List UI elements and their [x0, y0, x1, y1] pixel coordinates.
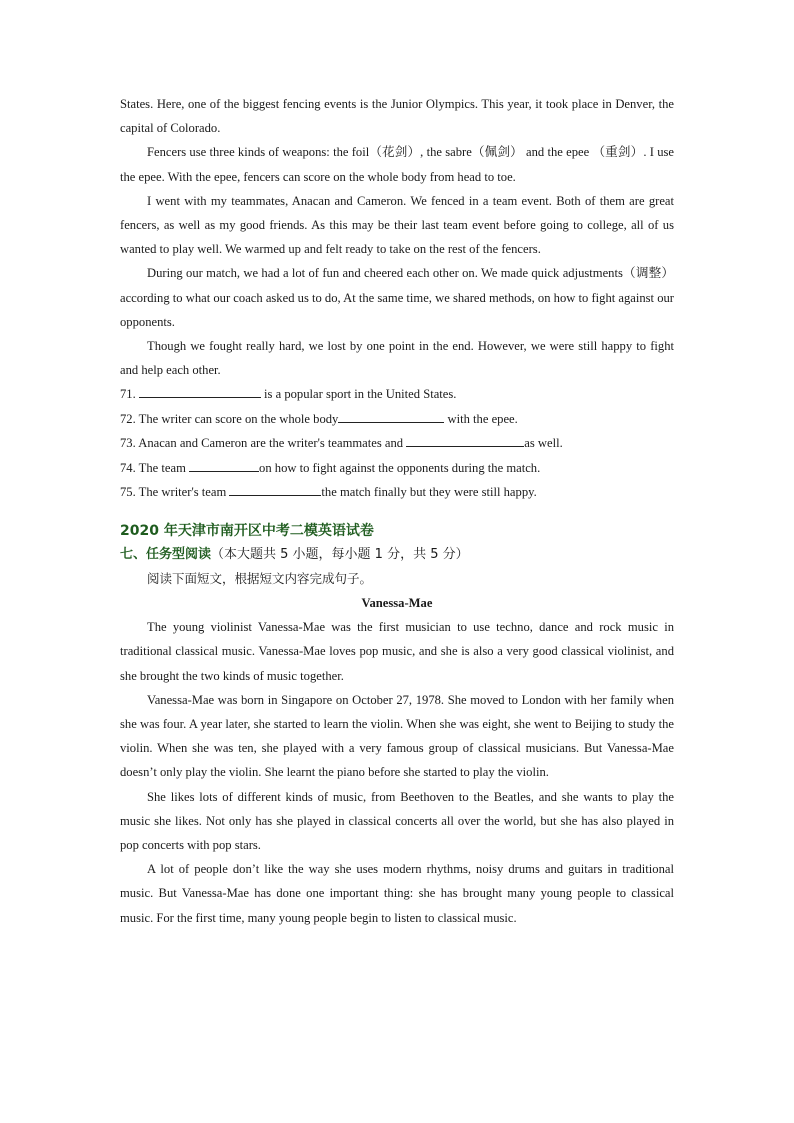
- answer-blank[interactable]: [406, 433, 524, 447]
- question-number: 72.: [120, 411, 136, 426]
- question-text-before: The writer can score on the whole body: [138, 411, 339, 426]
- question-number: 75.: [120, 485, 136, 500]
- passage2-title: Vanessa-Mae: [361, 596, 433, 611]
- passage2-paragraph-2: Vanessa-Mae was born in Singapore on October 27, 1978. She moved to London with her family when she was four. A year later, she started to learn the violin. When she was eight, she went to Beijing to study the violin. When she was ten, she played with a very famous group of classical musicians. But Vanessa-Mae doesn’t only play the violin. She learnt the piano before she started to play the violin.: [120, 692, 674, 780]
- question-72: [120, 407, 674, 432]
- passage2-paragraph-1: The young violinist Vanessa-Mae was the first musician to use techno, dance and rock music in traditional classical music. Vanessa-Mae loves pop music, and she is also a very good classical violinist, and she brought the two kinds of music together.: [120, 620, 674, 683]
- passage1-paragraph-1: States. Here, one of the biggest fencing events is the Junior Olympics. This year, it took place in Denver, the capital of Colorado.: [120, 97, 674, 136]
- passage1-paragraph-5: Though we fought really hard, we lost by one point in the end. However, we were still happy to fight and help each other.: [120, 339, 674, 378]
- passage2-paragraph-3: She likes lots of different kinds of music, from Beethoven to the Beatles, and she wants to play the music she likes. Not only has she played in classical concerts all over the world, but she has also played in pop concerts with pop stars.: [120, 789, 674, 852]
- question-text-after: on how to fight against the opponents during the match.: [259, 460, 541, 475]
- question-text-after: the match finally but they were still happy.: [321, 485, 537, 500]
- passage1-paragraph-2: Fencers use three kinds of weapons: the foil（花剑）, the sabre（佩剑） and the epee （重剑）. I use the epee. With the epee, fencers can score on the whole body from head to toe.: [120, 145, 674, 184]
- question-text-after: with the epee.: [444, 411, 518, 426]
- exam-title: 2020 年天津市南开区中考二模英语试卷: [120, 522, 374, 539]
- question-text-before: The team: [138, 460, 190, 475]
- page-content: [120, 92, 674, 930]
- question-73: [120, 431, 674, 456]
- question-number: 74.: [120, 460, 136, 475]
- passage1-paragraph-3: I went with my teammates, Anacan and Cameron. We fenced in a team event. Both of them are great fencers, as well as my good friends. As this may be their last team event before going to college, all of us wanted to play well. We warmed up and felt ready to take on the rest of the fencers.: [120, 193, 674, 257]
- answer-blank[interactable]: [189, 458, 259, 472]
- question-text-before: The writer's team: [138, 485, 230, 500]
- section-heading: [120, 543, 674, 567]
- question-75: [120, 480, 674, 505]
- question-text-before: Anacan and Cameron are the writer's teammates and: [138, 436, 407, 451]
- question-71: [120, 382, 674, 407]
- answer-blank[interactable]: [229, 482, 321, 496]
- answer-blank[interactable]: [338, 409, 444, 423]
- section-note: （本大题共 5 小题，每小题 1 分，共 5 分）: [211, 546, 469, 562]
- passage1-paragraph-4: During our match, we had a lot of fun and cheered each other on. We made quick adjustments（调整） according to what our coach asked us to do, At the same time, we shared methods, on how to fight against our opponents.: [120, 266, 674, 329]
- question-text-after: is a popular sport in the United States.: [260, 387, 457, 402]
- instruction: 阅读下面短文，根据短文内容完成句子。: [147, 570, 373, 586]
- answer-blank[interactable]: [139, 384, 261, 398]
- passage2-paragraph-4: A lot of people don’t like the way she uses modern rhythms, noisy drums and guitars in traditional music. But Vanessa-Mae has done one important thing: she has brought many young people to classical music. For the first time, many young people begin to listen to classical music.: [120, 862, 674, 925]
- section-head: 七、任务型阅读: [120, 546, 212, 562]
- question-74: [120, 456, 674, 481]
- question-number: 71.: [120, 387, 136, 402]
- question-text-after: as well.: [524, 436, 563, 451]
- question-number: 73.: [120, 436, 136, 451]
